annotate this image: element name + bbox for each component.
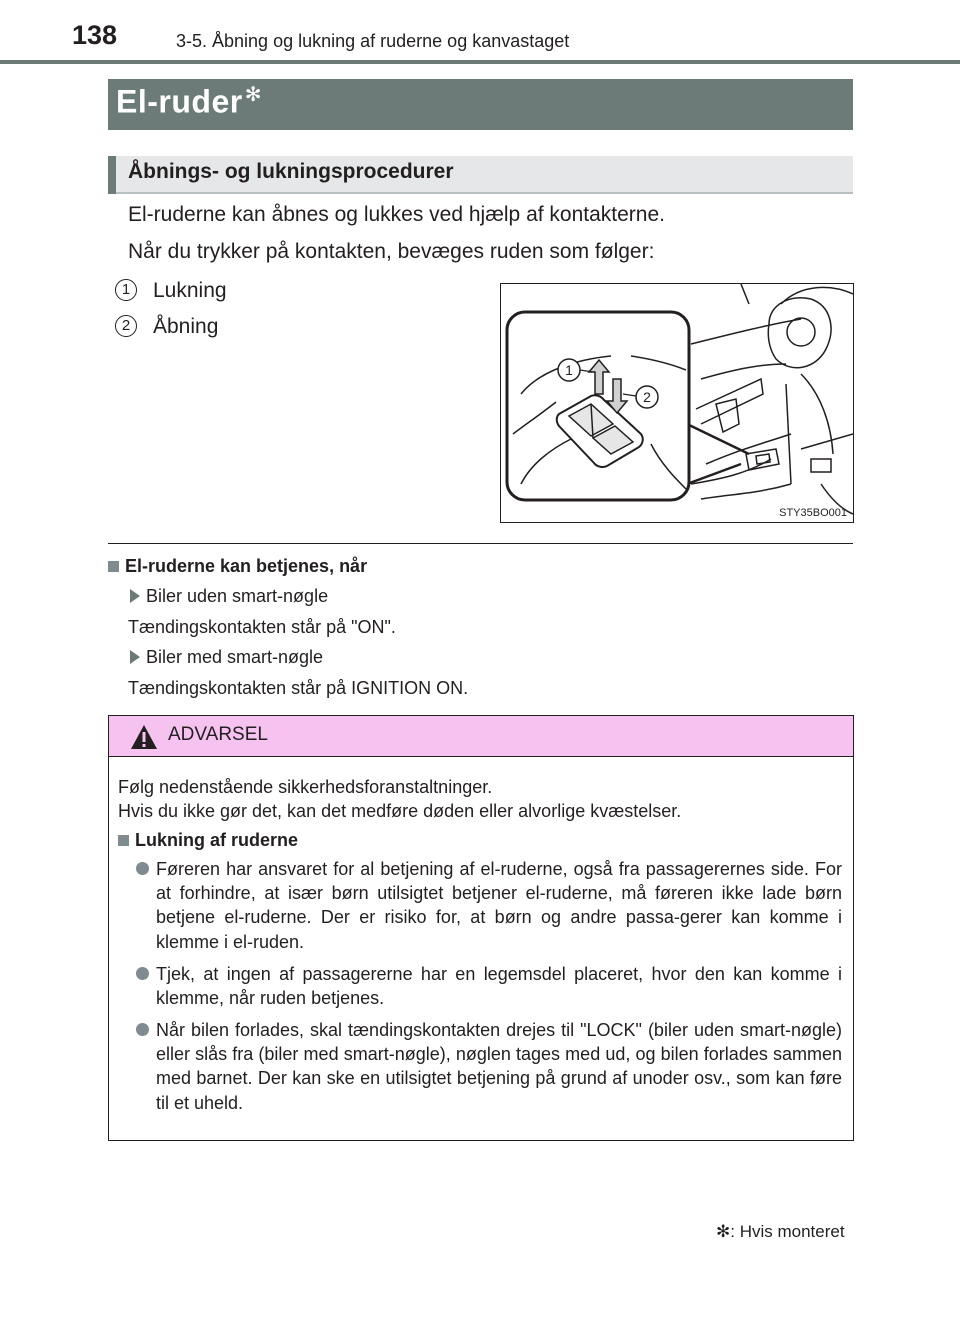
dashboard-lines	[691, 284, 853, 514]
intro-line-2: Når du trykker på kontakten, bevæges ruden som følger:	[128, 240, 655, 263]
item-label-opening: Åbning	[153, 315, 219, 338]
chapter-title: 3-5. Åbning og lukning af ruderne og kanvastaget	[176, 31, 570, 51]
intro-line-1: El-ruderne kan åbnes og lukkes ved hjælp af kontakterne.	[128, 203, 665, 226]
square-bullet-icon	[118, 835, 129, 846]
warning-bullet-3-text: Når bilen forlades, skal tændingskontakten drejes til "LOCK" (biler uden smart-nøgle) eller slås fra (biler med smart-nøgle), nøglen tages med ud, og bilen forlades sammen med barnet. Der kan ske en utilsigtet betjening på grund af unoder osv., som kan føre til et uheld.	[156, 1020, 842, 1113]
figure-code: STY35BO001	[779, 507, 847, 519]
warning-bullet-1	[136, 857, 842, 954]
item-label-closing: Lukning	[153, 279, 227, 302]
warning-triangle-icon	[130, 724, 158, 750]
section-title-mark: ✻	[244, 84, 262, 106]
triangle-bullet-icon	[130, 650, 140, 664]
illustration-drawing	[501, 284, 853, 522]
case-2-label-text: Biler med smart-nøgle	[146, 647, 324, 667]
round-bullet-icon	[136, 1023, 149, 1036]
subsection-title: Åbnings- og lukningsprocedurer	[128, 160, 454, 183]
footnote-text: : Hvis monteret	[730, 1222, 845, 1241]
warning-bullet-2-text: Tjek, at ingen af passagererne har en legemsdel placeret, hvor den kan komme i klemme, når ruden betjenes.	[156, 964, 842, 1009]
case-1-label	[130, 586, 328, 607]
callout-connector	[687, 424, 749, 484]
round-bullet-icon	[136, 967, 149, 980]
triangle-bullet-icon	[130, 589, 140, 603]
operation-note-heading	[108, 556, 367, 577]
footnote-mark: ✻	[716, 1222, 731, 1241]
warning-intro	[118, 776, 838, 823]
warning-title: ADVARSEL	[168, 724, 268, 745]
case-1-label-text: Biler uden smart-nøgle	[146, 586, 329, 606]
item-number-1: 1	[115, 279, 137, 301]
warning-intro-line-1: Følg nedenstående sikkerhedsforanstaltninger.	[118, 777, 493, 797]
warning-bullet-1-text: Føreren har ansvaret for al betjening af el-ruderne, også fra passagerernes side. For at forhindre, at især børn utilsigtet betjener el-ruderne, må føreren ikke lade børn betjene el-ruderne. Der er risiko for, at børn og andre passa-gerer kan komme i klemme i el-ruden.	[156, 859, 842, 952]
warning-bullet-2	[136, 962, 842, 1010]
footnote	[716, 1222, 845, 1242]
case-2-label	[130, 647, 323, 668]
window-switch-illustration	[500, 283, 854, 523]
round-bullet-icon	[136, 862, 149, 875]
warning-bullet-3	[136, 1018, 842, 1115]
section-divider	[108, 543, 853, 544]
subsection-bar	[108, 156, 116, 194]
page-number: 138	[72, 20, 118, 50]
warning-intro-line-2: Hvis du ikke gør det, kan det medføre døden eller alvorlige kvæstelser.	[118, 800, 682, 821]
case-2-text: Tændingskontakten står på IGNITION ON.	[128, 678, 469, 698]
zoom-box	[507, 312, 689, 500]
callout-label-2: 2	[643, 389, 651, 405]
case-1-text: Tændingskontakten står på "ON".	[128, 617, 396, 637]
header-rule	[0, 60, 960, 64]
section-title-text: El-ruder	[116, 83, 243, 120]
warning-subheading	[118, 830, 298, 851]
item-number-2: 2	[115, 315, 137, 337]
square-bullet-icon	[108, 561, 119, 572]
callout-label-1: 1	[565, 362, 573, 378]
operation-note-heading-text: El-ruderne kan betjenes, når	[125, 556, 368, 576]
section-title	[116, 82, 262, 121]
warning-subheading-text: Lukning af ruderne	[135, 830, 299, 850]
